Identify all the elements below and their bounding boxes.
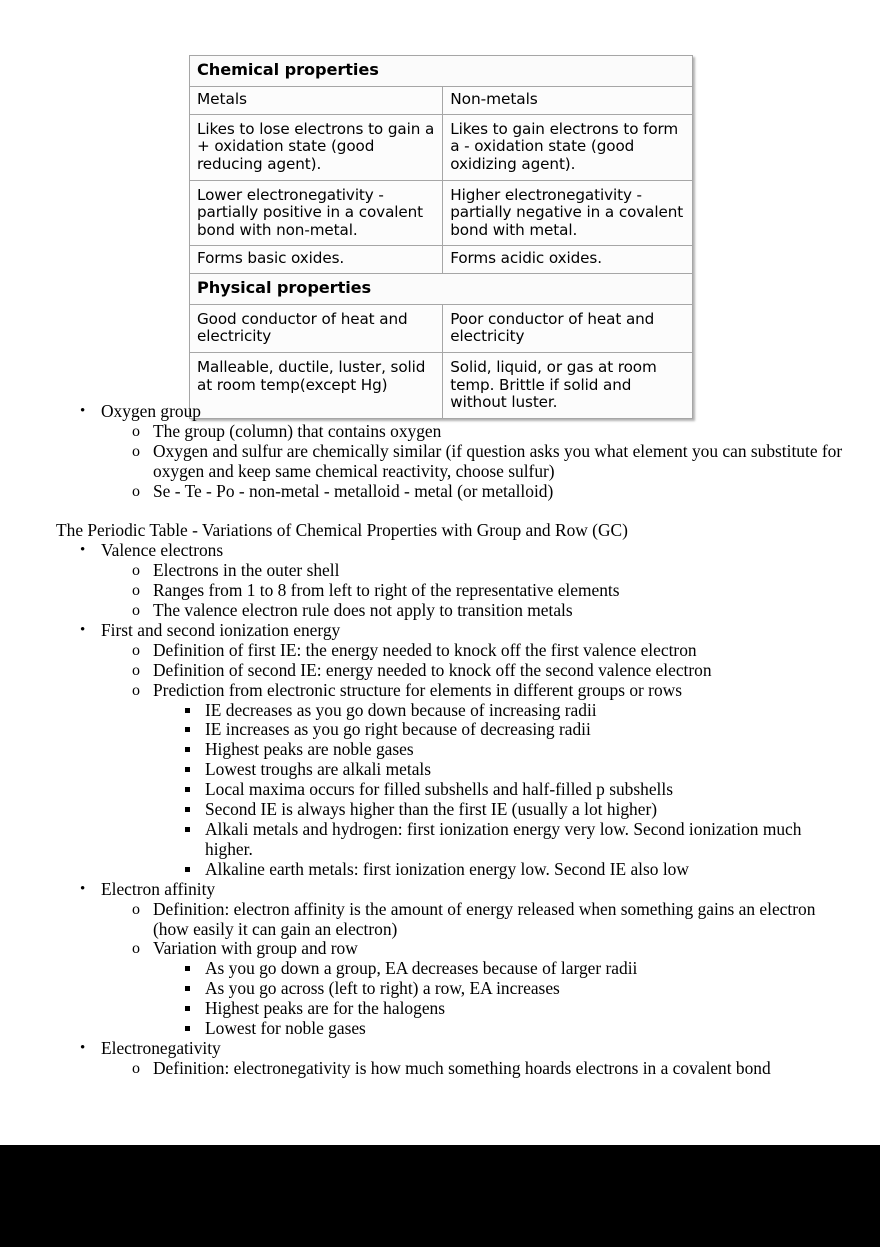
bullet-o-icon: o — [132, 681, 140, 699]
cell-nonmetals-oxides: Forms acidic oxides. — [443, 246, 693, 274]
bullet-square-icon — [185, 747, 190, 752]
outline-item-level-3 — [0, 800, 880, 820]
metals-nonmetals-comparison-table — [189, 55, 693, 419]
bullet-round-icon: • — [80, 542, 86, 559]
outline-item-text: Local maxima occurs for filled subshells and half-filled p subshells — [205, 779, 673, 800]
outline-item-text: The valence electron rule does not apply to transition metals — [153, 600, 573, 621]
outline-item-level-2 — [0, 561, 880, 581]
outline-item-level-3 — [0, 720, 880, 740]
outline-item-text: Oxygen group — [101, 401, 201, 421]
bullet-o-icon: o — [132, 422, 140, 440]
bullet-o-icon: o — [132, 442, 140, 460]
column-header-metals: Metals — [190, 86, 443, 114]
outline-item-text: Lowest troughs are alkali metals — [205, 759, 432, 780]
outline-item-level-3 — [0, 979, 880, 999]
table-body — [190, 56, 693, 419]
cell-nonmetals-oxidation: Likes to gain electrons to form a - oxidation state (good oxidizing agent). — [443, 114, 693, 180]
outline-item-level-3 — [0, 1019, 880, 1039]
outline-heading — [0, 521, 880, 541]
cell-metals-conductivity: Good conductor of heat and electricity — [190, 304, 443, 352]
outline-item-text: Alkaline earth metals: first ionization energy low. Second IE also low — [205, 858, 689, 879]
table-row — [190, 246, 693, 274]
bullet-o-icon: o — [132, 940, 140, 958]
outline-item-text: Lowest for noble gases — [205, 1018, 366, 1039]
outline-item-text: Definition of second IE: energy needed to knock off the second valence electron — [153, 659, 712, 680]
outline-item-level-3 — [0, 740, 880, 760]
outline-item-level-1 — [0, 621, 880, 641]
outline-item-level-2 — [0, 900, 880, 940]
outline-item-text: Variation with group and row — [153, 938, 358, 959]
outline-item-level-2 — [0, 1059, 880, 1079]
bullet-o-icon: o — [132, 482, 140, 500]
outline-item-text: First and second ionization energy — [101, 619, 341, 640]
outline-item-level-1 — [0, 880, 880, 900]
bullet-o-icon: o — [132, 562, 140, 580]
cell-nonmetals-electronegativity: Higher electronegativity - partially negative in a covalent bond with metal. — [443, 180, 693, 246]
bullet-square-icon — [185, 966, 190, 971]
outline-item-level-1 — [0, 402, 880, 422]
table-row — [190, 114, 693, 180]
outline-item-text: Second IE is always higher than the first IE (usually a lot higher) — [205, 799, 658, 820]
bullet-square-icon — [185, 1026, 190, 1031]
outline-item-level-2 — [0, 482, 880, 502]
outline-item-text: As you go down a group, EA decreases because of larger radii — [205, 958, 638, 979]
outline-item-text: Highest peaks are noble gases — [205, 739, 414, 760]
bullet-square-icon — [185, 727, 190, 732]
bullet-o-icon: o — [132, 661, 140, 679]
bullet-square-icon — [185, 767, 190, 772]
bullet-square-icon — [185, 807, 190, 812]
outline-item-level-3 — [0, 760, 880, 780]
outline-item-level-3 — [0, 959, 880, 979]
cell-metals-oxidation: Likes to lose electrons to gain a + oxidation state (good reducing agent). — [190, 114, 443, 180]
cell-metals-electronegativity: Lower electronegativity - partially positive in a covalent bond with non-metal. — [190, 180, 443, 246]
section-title-physical-properties: Physical properties — [190, 274, 693, 305]
outline-item-level-2 — [0, 422, 880, 442]
outline-item-level-2 — [0, 601, 880, 621]
table-row — [190, 304, 693, 352]
outline-item-level-2 — [0, 442, 880, 482]
table-section-header-row — [190, 56, 693, 87]
bullet-round-icon: • — [80, 403, 86, 419]
bullet-square-icon — [185, 1006, 190, 1011]
outline-item-text: Oxygen and sulfur are chemically similar (if question asks you what element you can substitute for oxygen and keep same chemical reactivity, choose sulfur) — [153, 440, 843, 481]
outline-item-text: IE decreases as you go down because of increasing radii — [205, 699, 597, 720]
cell-metals-oxides: Forms basic oxides. — [190, 246, 443, 274]
outline-item-level-2 — [0, 939, 880, 959]
outline-item-level-2 — [0, 661, 880, 681]
outline-item-level-1 — [0, 1039, 880, 1059]
outline-spacer — [0, 502, 880, 522]
outline-item-text: Electronegativity — [101, 1037, 221, 1058]
table-row — [190, 180, 693, 246]
outline-item-text: Electron affinity — [101, 878, 216, 899]
column-header-non-metals: Non-metals — [443, 86, 693, 114]
outline-item-text: Electrons in the outer shell — [153, 560, 340, 581]
bullet-round-icon: • — [80, 621, 86, 638]
bullet-o-icon: o — [132, 582, 140, 600]
outline-item-text: As you go across (left to right) a row, EA increases — [205, 978, 560, 999]
bullet-o-icon: o — [132, 900, 140, 918]
outline-item-text: Prediction from electronic structure for elements in different groups or rows — [153, 679, 682, 700]
bullet-round-icon: • — [80, 880, 86, 897]
outline-item-text: Se - Te - Po - non-metal - metalloid - metal (or metalloid) — [153, 480, 554, 501]
page-bottom-black-band — [0, 1145, 880, 1247]
outline-item-level-2 — [0, 641, 880, 661]
outline-item-text: Definition of first IE: the energy needed to knock off the first valence electron — [153, 639, 697, 660]
bullet-o-icon: o — [132, 1059, 140, 1077]
outline-item-text: Ranges from 1 to 8 from left to right of the representative elements — [153, 580, 620, 601]
bullet-square-icon — [185, 867, 190, 872]
outline-item-level-1 — [0, 541, 880, 561]
bullet-square-icon — [185, 787, 190, 792]
cell-metals-appearance: Malleable, ductile, luster, solid at room temp(except Hg) — [190, 353, 443, 419]
outline-item-text: Definition: electronegativity is how much something hoards electrons in a covalent bond — [153, 1057, 771, 1078]
bullet-o-icon: o — [132, 641, 140, 659]
outline-item-text: Valence electrons — [101, 540, 224, 561]
outline-item-text: Definition: electron affinity is the amount of energy released when something gains an electron (how easily it can gain an electron) — [153, 898, 816, 939]
bullet-square-icon — [185, 708, 190, 713]
notes-outline — [0, 402, 880, 1079]
outline-item-level-3 — [0, 780, 880, 800]
outline-item-text: IE increases as you go right because of decreasing radii — [205, 719, 591, 740]
outline-item-text: Alkali metals and hydrogen: first ionization energy very low. Second ionization much higher. — [205, 819, 802, 859]
bullet-round-icon: • — [80, 1039, 86, 1056]
outline-item-level-3 — [0, 701, 880, 721]
cell-nonmetals-appearance: Solid, liquid, or gas at room temp. Brittle if solid and without luster. — [443, 353, 693, 419]
cell-nonmetals-conductivity: Poor conductor of heat and electricity — [443, 304, 693, 352]
bullet-o-icon: o — [132, 602, 140, 620]
outline-item-level-2 — [0, 581, 880, 601]
bullet-square-icon — [185, 986, 190, 991]
table-column-header-row — [190, 86, 693, 114]
outline-item-text: The group (column) that contains oxygen — [153, 420, 442, 441]
table-section-header-row — [190, 274, 693, 305]
section-title-chemical-properties: Chemical properties — [190, 56, 693, 87]
outline-item-level-2 — [0, 681, 880, 701]
outline-heading-text: The Periodic Table - Variations of Chemical Properties with Group and Row (GC) — [56, 520, 628, 541]
outline-item-text: Highest peaks are for the halogens — [205, 998, 446, 1019]
outline-item-level-3 — [0, 820, 880, 860]
outline-item-level-3 — [0, 999, 880, 1019]
outline-item-level-3 — [0, 860, 880, 880]
bullet-square-icon — [185, 827, 190, 832]
